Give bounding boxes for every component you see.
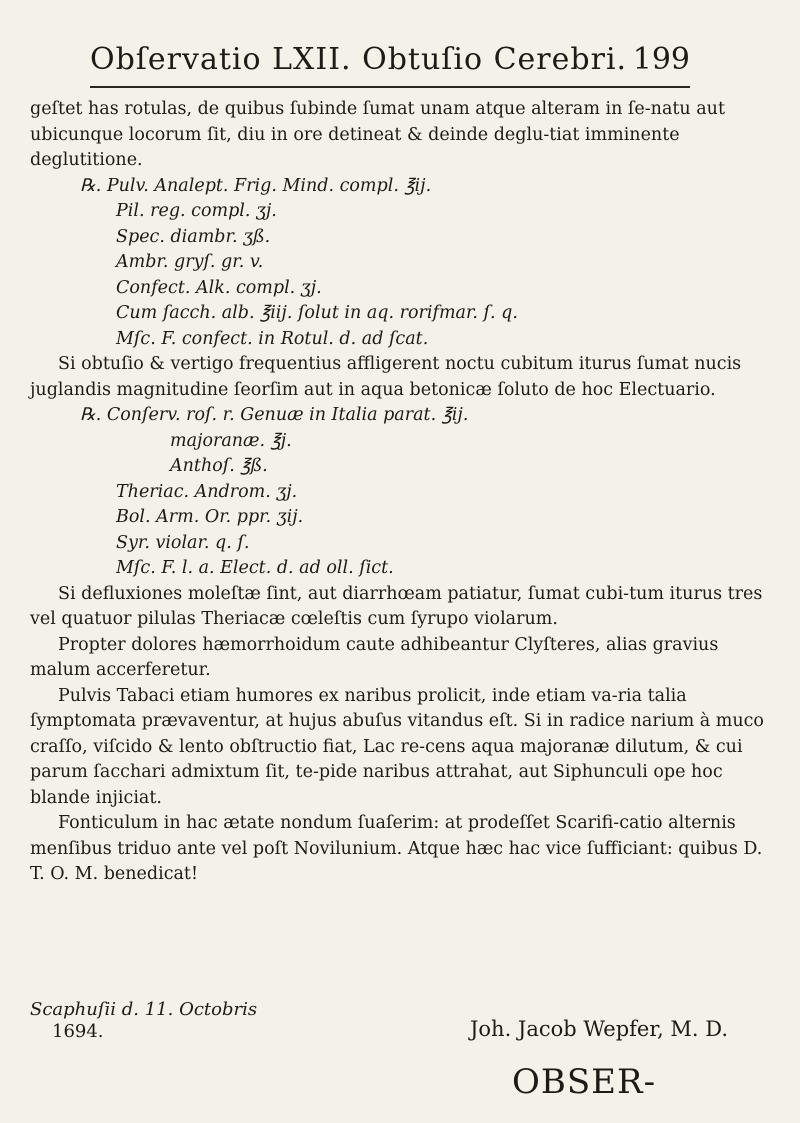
catchword: OBSER-: [512, 1062, 657, 1102]
prescription-line: Mſc. F. l. a. Elect. d. ad oll. ſict.: [116, 558, 394, 578]
body-text: [30, 97, 772, 888]
prescription-electuarium: [30, 403, 772, 582]
prescription-line: Bol. Arm. Or. ppr. ʒij.: [116, 507, 304, 527]
author: Joh. Jacob Wepfer, M. D.: [470, 1017, 729, 1041]
running-head: Obſervatio LXII. Obtuſio Cerebri.: [90, 42, 628, 77]
place-date: [30, 999, 257, 1043]
prescription-line: Theriac. Androm. ʒj.: [116, 481, 298, 502]
paragraph-defluxiones: Si defluxiones moleſtæ ſint, aut diarrhœam patiatur, ſumat cubi-tum iturus tres vel quatuor pilulas Theriacæ cœleſtis cum ſyrupo violarum.: [30, 583, 763, 629]
paragraph-rotulas: geſtet has rotulas, de quibus ſubinde ſumat unam atque alteram in ſe-natu aut ubicunque locorum ſit, diu in ore detineat & deinde deglu-tiat imminente deglutitione.: [30, 99, 725, 170]
prescription-line: Anthoſ. ℥ß.: [170, 456, 268, 476]
prescription-line: Pil. reg. compl. ʒj.: [116, 201, 277, 221]
signature-block: [30, 999, 772, 1119]
prescription-line: Confect. Alk. compl. ʒj.: [116, 277, 322, 298]
prescription-line: Cum ſacch. alb. ℥iij. ſolut in aq. rorifmar. ſ. q.: [116, 303, 518, 323]
prescription-line: Syr. violar. q. ſ.: [116, 532, 250, 553]
prescription-line: ℞. Conſerv. roſ. r. Genuæ in Italia parat. ℥ij.: [80, 405, 469, 425]
prescription-line: majoranæ. ℥j.: [170, 430, 292, 451]
prescription-line: Spec. diambr. ʒß.: [116, 226, 271, 247]
paragraph-obtusio: Si obtuſio & vertigo frequentius affligerent noctu cubitum iturus ſumat nucis juglandis magnitudine ſeorſim aut in aqua betonicæ ſoluto de hoc Electuario.: [30, 354, 742, 400]
header-rule: [90, 86, 690, 88]
year: 1694.: [52, 1021, 104, 1042]
prescription-line: ℞. Pulv. Analept. Frig. Mind. compl. ℥ij.: [80, 175, 432, 196]
paragraph-fonticulum: Fonticulum in hac ætate nondum ſuaſerim: at prodeſſet Scarifi-catio alternis menſibus triduo ante vel poſt Novilunium. Atque hæc hac vice ſufficiant: quibus D. T. O. M. benedicat!: [30, 813, 763, 884]
prescription-rotulae: [30, 174, 772, 353]
page-number: 199: [632, 42, 690, 77]
place-date-line: Scaphuſii d. 11. Octobris: [30, 999, 258, 1020]
prescription-line: Mſc. F. confect. in Rotul. d. ad ſcat.: [116, 328, 429, 349]
paragraph-dolores: Propter dolores hæmorrhoidum caute adhibeantur Clyſteres, alias gravius malum accerferetur.: [30, 634, 719, 680]
paragraph-tabaci: Pulvis Tabaci etiam humores ex naribus prolicit, inde etiam va-ria talia ſymptomata prævaventur, at hujus abuſus vitandus eſt. Si in radice narium à muco craſſo, viſcido & lento obſtructio fiat, Lac re-cens aqua majoranæ dilutum, & cui parum ſacchari admixtum ſit, te-pide naribus attrahat, aut Siphunculi ope hoc blande injiciat.: [30, 685, 764, 808]
prescription-line: Ambr. gryſ. gr. v.: [116, 252, 264, 272]
page-header: [90, 40, 690, 80]
